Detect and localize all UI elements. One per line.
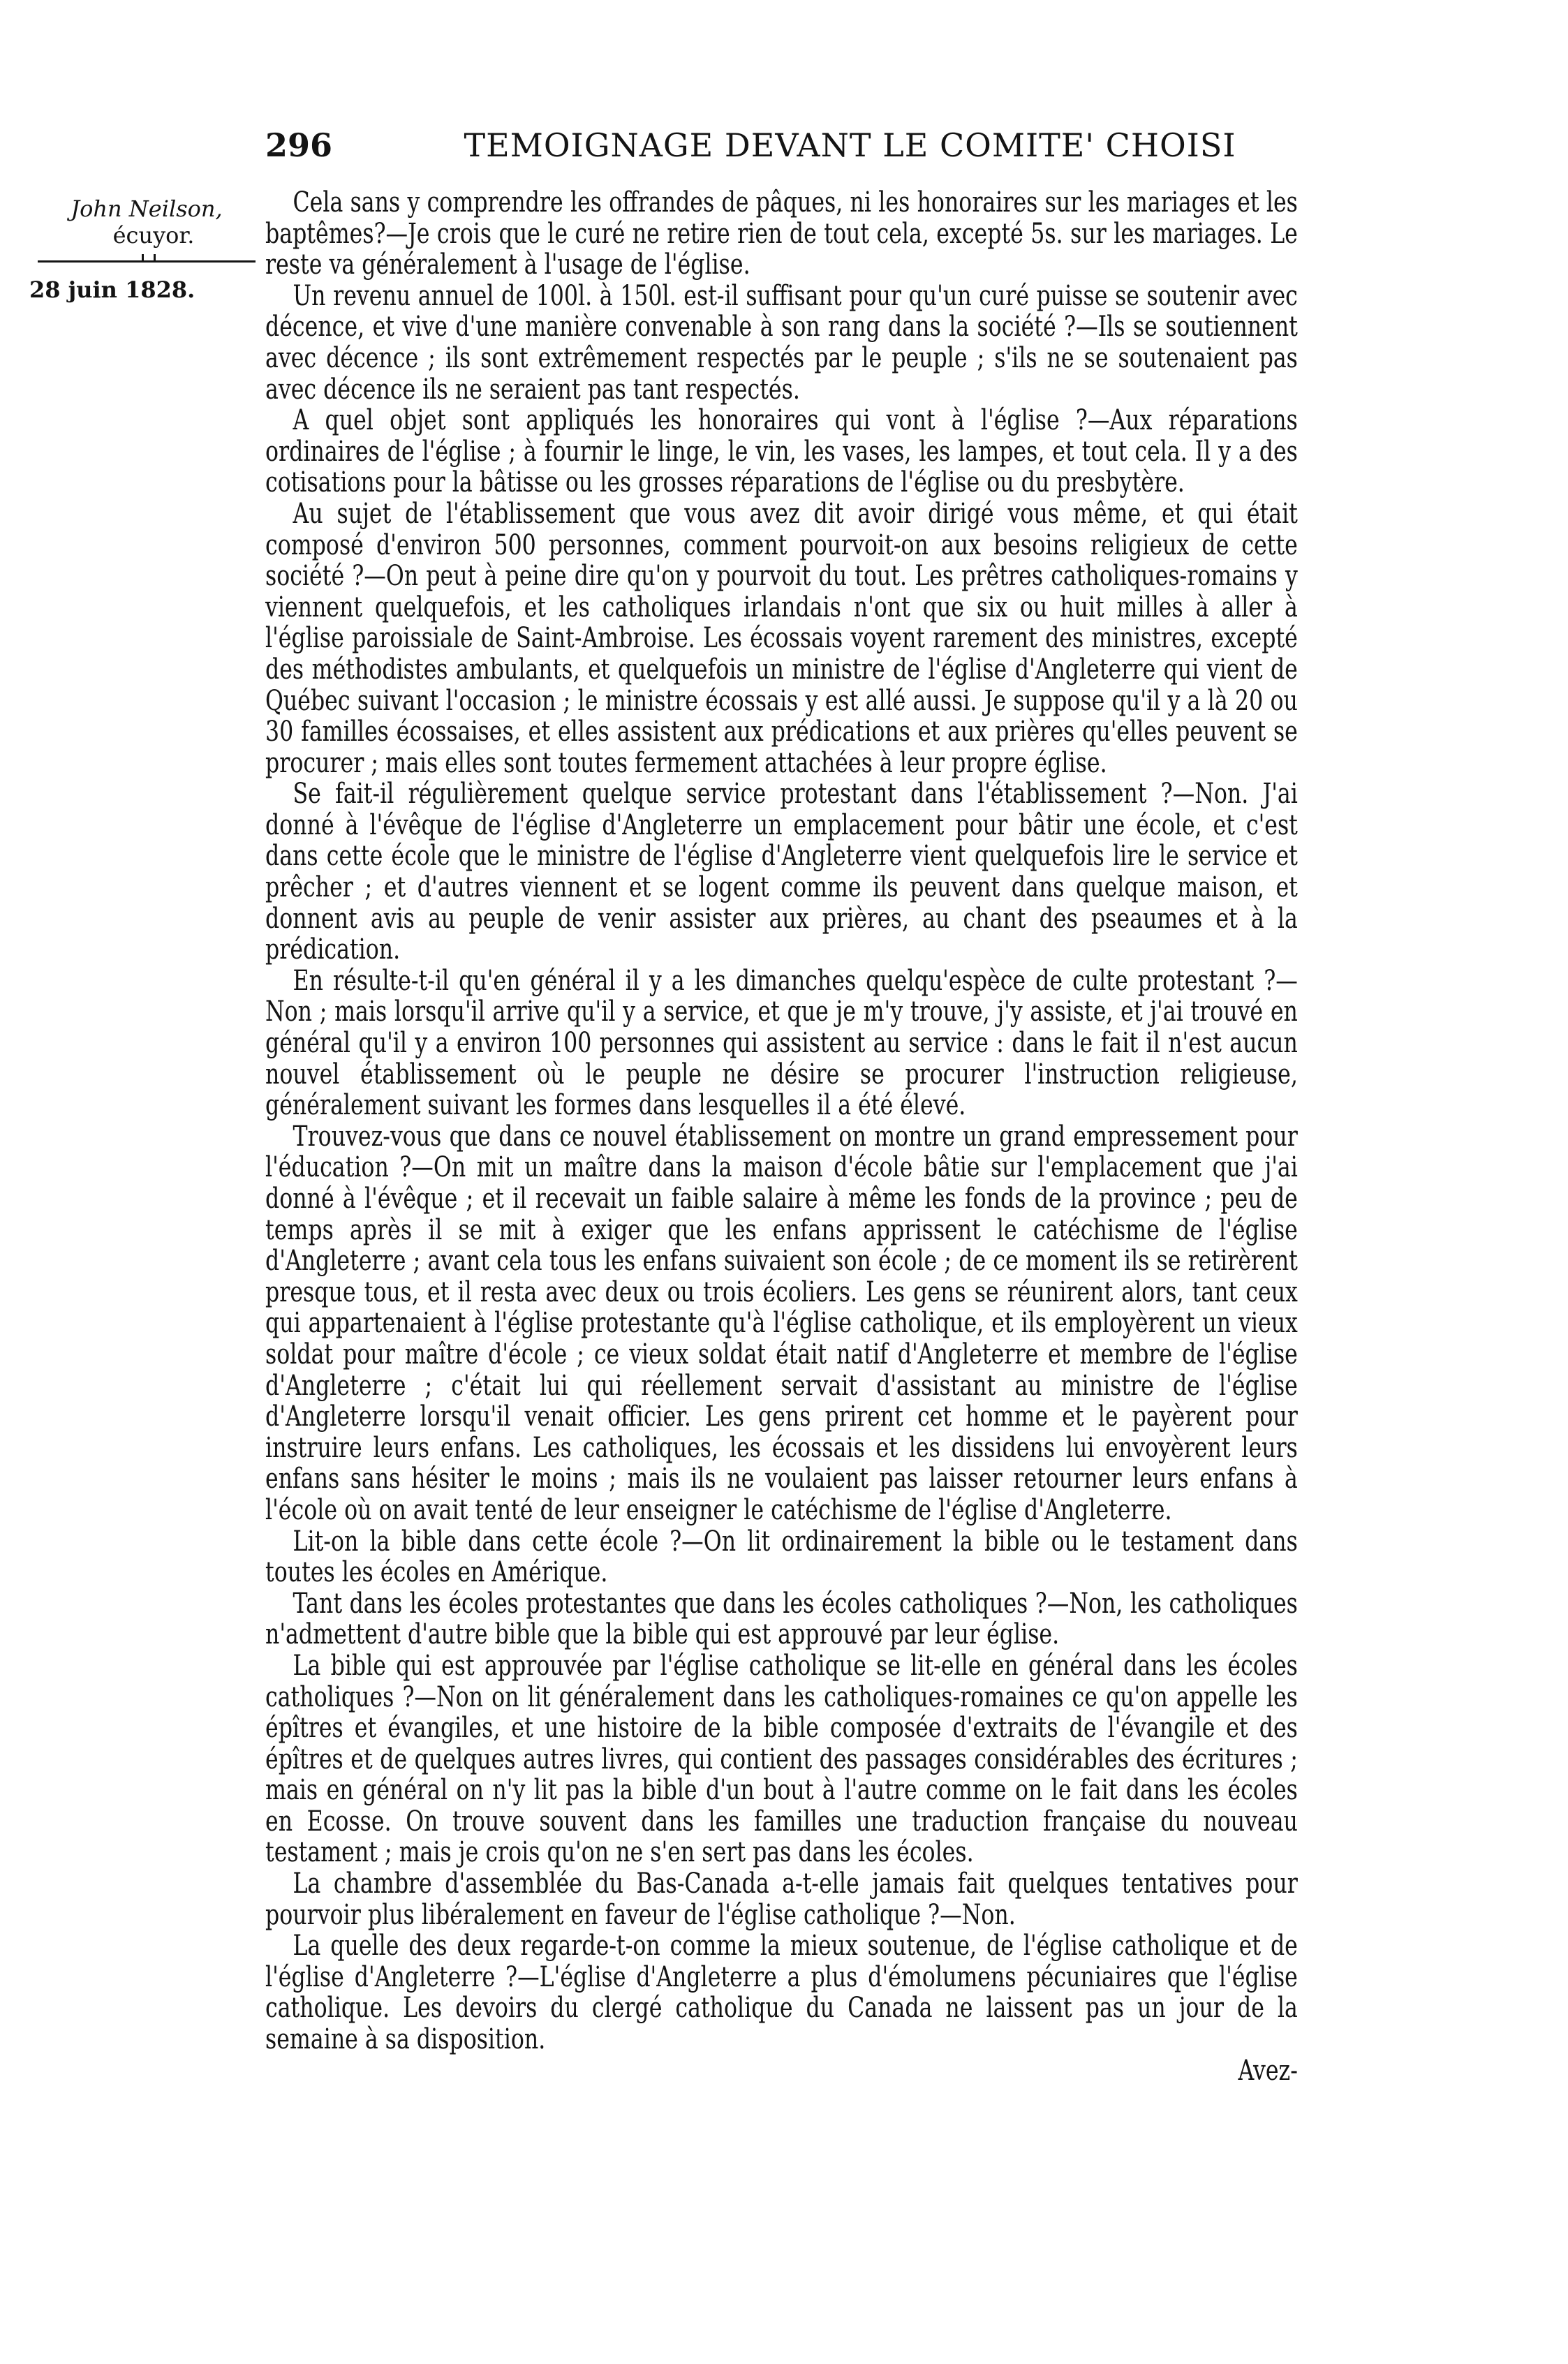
paragraph: Se fait-il régulièrement quelque service protestant dans l'établissement ?—Non. J'ai donné à l'évêque de l'église d'Angleterre un emplacement pour bâtir une école, et c'est dans cette école que le ministre de l'église d'Angleterre vient quelquefois lire le service et prêcher ; et d'autres viennent et se logent comme ils peuvent dans quelque maison, et donnent avis au peuple de venir assister aux prières, au chant des pseaumes et à la prédication. [265, 778, 1298, 966]
catchword-line [265, 2055, 1298, 2087]
paragraph: Cela sans y comprendre les offrandes de pâques, ni les honoraires sur les mariages et les baptêmes?—Je crois que le curé ne retire rien de tout cela, excepté 5s. sur les mariages. Le reste va généralement à l'usage de l'église. [265, 186, 1298, 281]
paragraph: Tant dans les écoles protestantes que dans les écoles catholiques ?—Non, les catholiques n'admettent d'autre bible que la bible qui est approuvé par leur église. [265, 1587, 1298, 1651]
paragraph: A quel objet sont appliqués les honoraires qui vont à l'église ?—Aux réparations ordinaires de l'église ; à fournir le linge, le vin, les vases, les lampes, et tout cela. Il y a des cotisations pour la bâtisse ou les grosses réparations de l'église ou du presbytère. [265, 404, 1298, 499]
margin-brace [38, 254, 256, 268]
witness-title: écuyor. [112, 222, 195, 249]
page-number: 296 [265, 126, 333, 164]
paragraph: Lit-on la bible dans cette école ?—On lit ordinairement la bible ou le testament dans toutes les écoles en Amérique. [265, 1525, 1298, 1589]
witness-name: John Neilson, [71, 195, 223, 222]
running-title: TEMOIGNAGE DEVANT LE COMITE' CHOISI [464, 126, 1236, 164]
catchword: Avez- [1238, 2054, 1298, 2087]
paragraph: En résulte-t-il qu'en général il y a les dimanches quelqu'espèce de culte protestant ?—Non ; mais lorsqu'il arrive qu'il y a service, et que je m'y trouve, j'y assiste, et j'ai trouvé en général qu'il y a environ 100 personnes qui assistent au service : dans le fait il n'est aucun nouvel établissement où le peuple ne désire se procurer l'instruction religieuse, généralement suivant les formes dans lesquelles il a été élevé. [265, 964, 1298, 1122]
margin-note [28, 195, 265, 303]
paragraph: La bible qui est approuvée par l'église catholique se lit-elle en général dans les écoles catholiques ?—Non on lit généralement dans les catholiques-romaines ce qu'on appelle les épîtres et évangiles, et une histoire de la bible composée d'extraits de l'évangile et des épîtres et de quelques autres livres, qui contient des passages considérables des écritures ; mais en général on n'y lit pas la bible d'un bout à l'autre comme on le fait dans les écoles en Ecosse. On trouve souvent dans les familles une traduction française du nouveau testament ; mais je crois qu'on ne s'en sert pas dans les écoles. [265, 1649, 1298, 1869]
body-text [265, 187, 1298, 2086]
paragraph: Au sujet de l'établissement que vous avez dit avoir dirigé vous même, et qui était composé d'environ 500 personnes, comment pourvoit-on aux besoins religieux de cette société ?—On peut à peine dire qu'on y pourvoit du tout. Les prêtres catholiques-romains y viennent quelquefois, et les catholiques irlandais n'ont que six ou huit milles à aller à l'église paroissiale de Saint-Ambroise. Les écossais voyent rarement des ministres, excepté des méthodistes ambulants, et quelquefois un ministre de l'église d'Angleterre qui vient de Québec suivant l'occasion ; le ministre écossais y est allé aussi. Je suppose qu'il y a là 20 ou 30 familles écossaises, et elles assistent aux prédications et aux prières qu'elles peuvent se procurer ; mais elles sont toutes fermement attachées à leur propre église. [265, 497, 1298, 779]
paragraph: La quelle des deux regarde-t-on comme la mieux soutenue, de l'église catholique et de l'église d'Angleterre ?—L'église d'Angleterre a plus d'émolumens pécuniaires que l'église catholique. Les devoirs du clergé catholique du Canada ne laissent pas un jour de la semaine à sa disposition. [265, 1930, 1298, 2056]
page-header [265, 123, 1295, 179]
testimony-date: 28 juin 1828. [29, 276, 195, 303]
paragraph: Un revenu annuel de 100l. à 150l. est-il suffisant pour qu'un curé puisse se soutenir avec décence, et vive d'une manière convenable à son rang dans la société ?—Ils se soutiennent avec décence ; ils sont extrêmement respectés par le peuple ; s'ils ne se soutenaient pas avec décence ils ne seraient pas tant respectés. [265, 279, 1298, 406]
paragraph: La chambre d'assemblée du Bas-Canada a-t-elle jamais fait quelques tentatives pour pourvoir plus libéralement en faveur de l'église catholique ?—Non. [265, 1868, 1298, 1931]
paragraph: Trouvez-vous que dans ce nouvel établissement on montre un grand empressement pour l'éducation ?—On mit un maître dans la maison d'école bâtie sur l'emplacement que j'ai donné à l'évêque ; et il recevait un faible salaire à même les fonds de la province ; peu de temps après il se mit à exiger que les enfans apprissent le catéchisme de l'église d'Angleterre ; avant cela tous les enfans suivaient son école ; de ce moment ils se retirèrent presque tous, et il resta avec deux ou trois écoliers. Les gens se réunirent alors, tant ceux qui appartenaient à l'église protestante qu'à l'église catholique, et ils employèrent un vieux soldat pour maître d'école ; ce vieux soldat était natif d'Angleterre et membre de l'église d'Angleterre ; c'était lui qui réellement servait d'assistant au ministre de l'église d'Angleterre lorsqu'il venait officier. Les gens prirent cet homme et le payèrent pour instruire leurs enfans. Les catholiques, les écossais et les dissidens lui envoyèrent leurs enfans sans hésiter le moins ; mais ils ne voulaient pas laisser retourner leurs enfans à l'école où on avait tenté de leur enseigner le catéchisme de l'église d'Angleterre. [265, 1120, 1298, 1526]
